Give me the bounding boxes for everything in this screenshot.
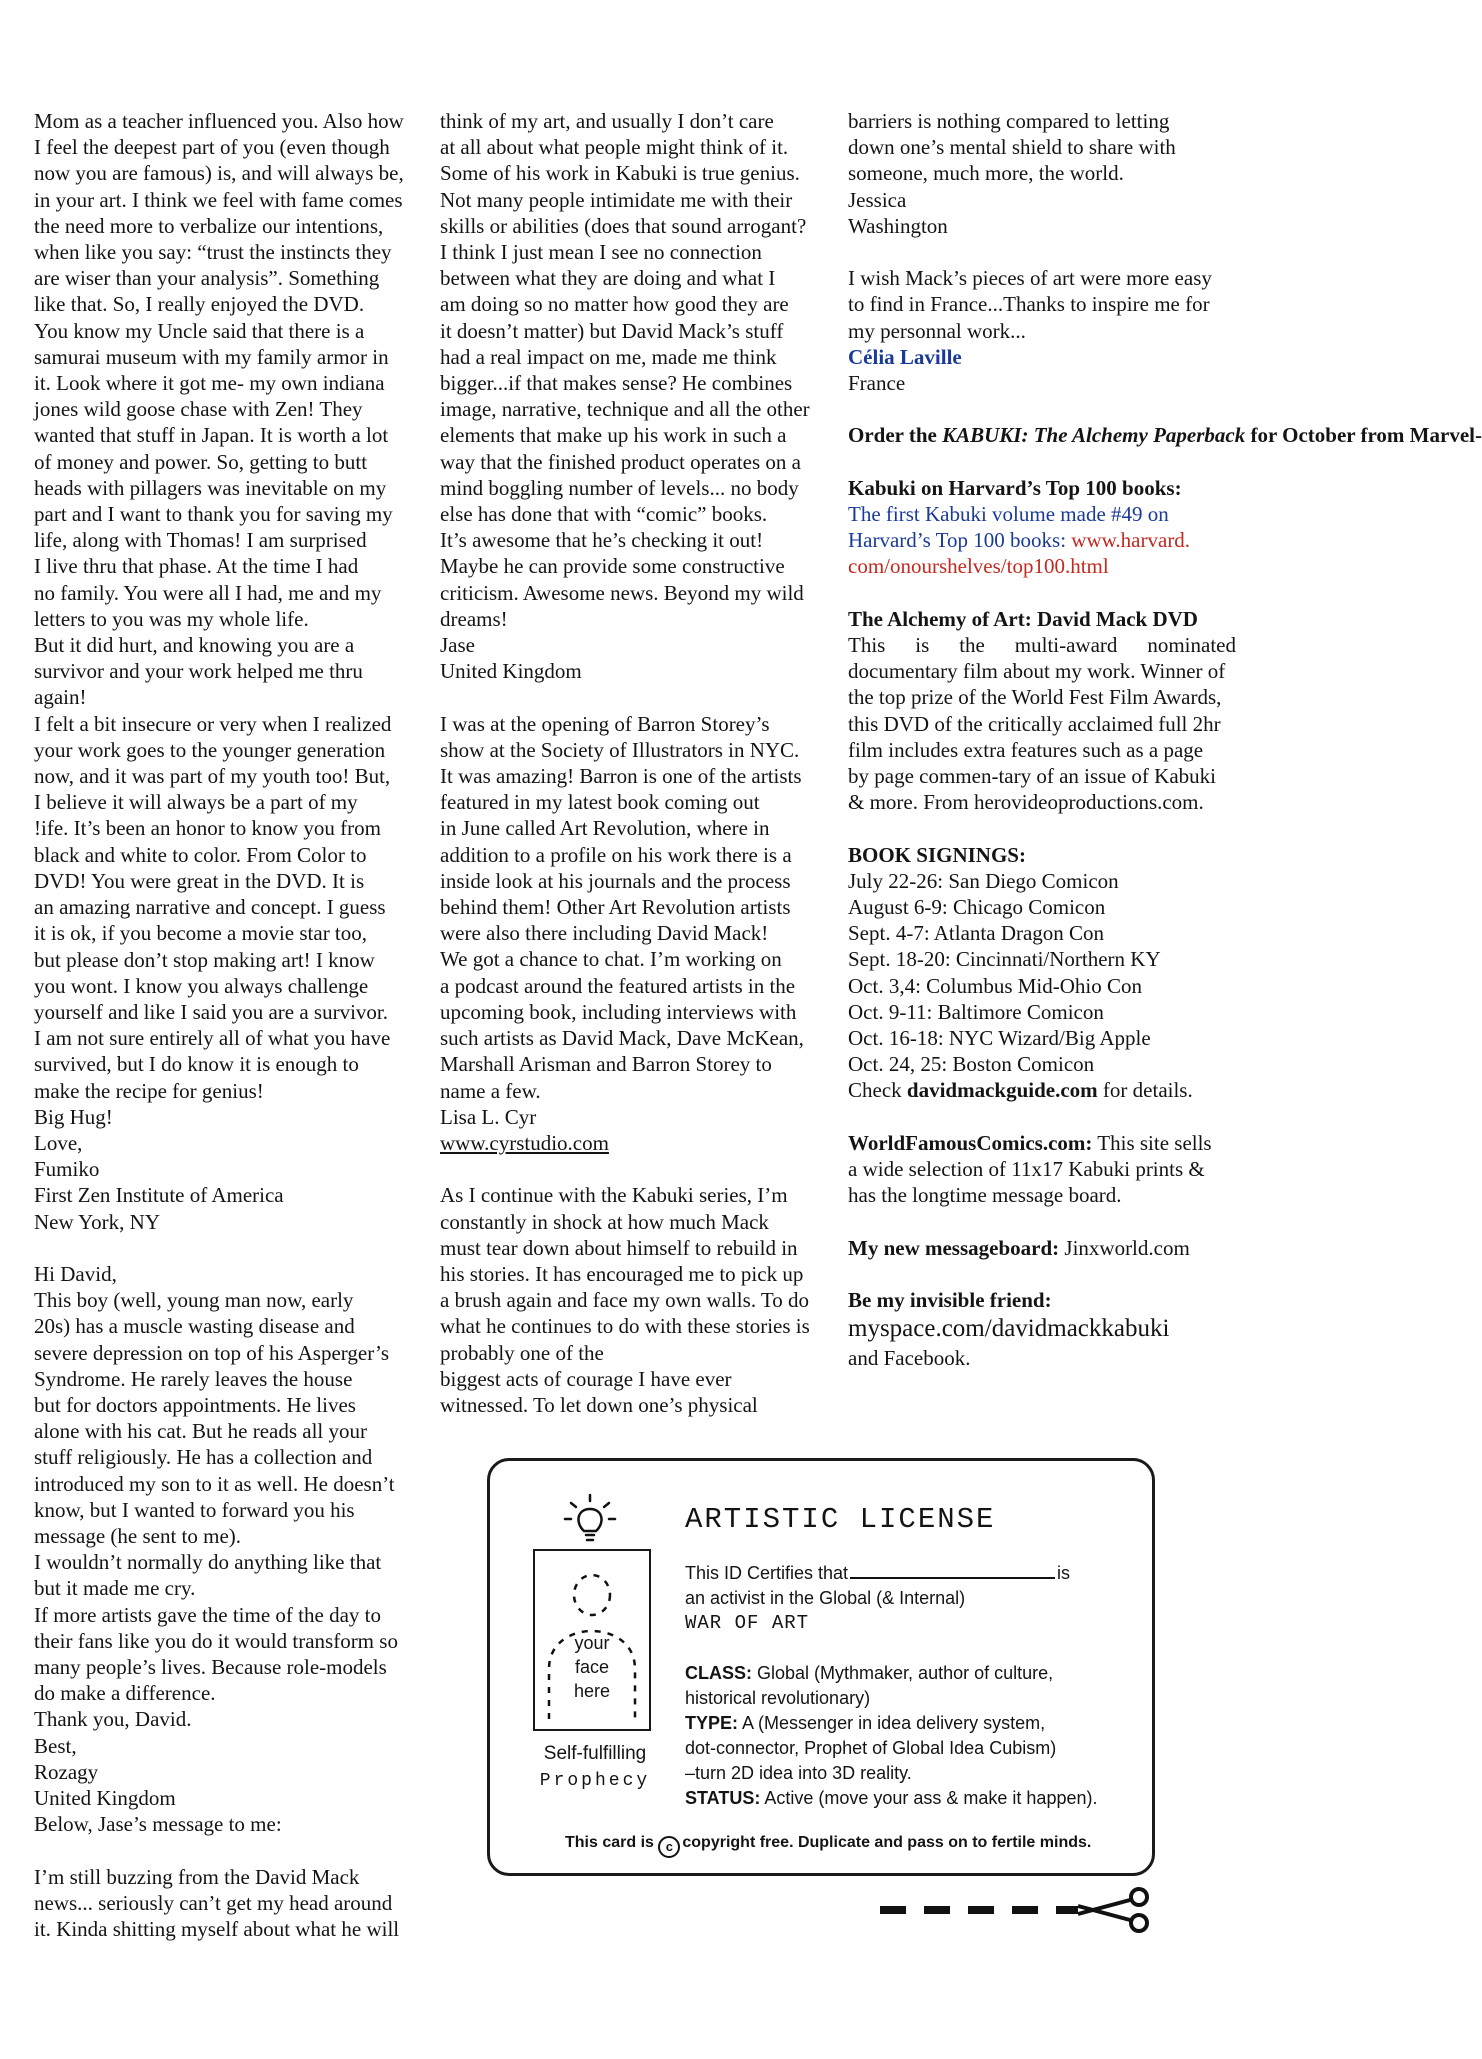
text-line: down one’s mental shield to share with: [848, 135, 1176, 160]
text-line: do make a difference.: [34, 1681, 216, 1706]
text-line: now you are famous) is, and will always be,: [34, 161, 404, 186]
paragraph-gap: [848, 239, 1243, 265]
license-body: This ID Certifies that is an activist in the Global (& Internal) WAR OF ART CLASS: Global (Mythmaker, author of culture, historical revolutionary) TYPE: A (Messenger in idea delivery system, dot-connector, Prophet of Global Idea Cubism) –turn 2D idea into 3D reality. STATUS: Active (move your ass & make it happen).: [685, 1561, 1150, 1811]
dvd-heading: The Alchemy of Art: David Mack DVD: [848, 606, 1198, 631]
text-line: documentary film about my work. Winner of: [848, 659, 1226, 684]
text-line: Best,: [34, 1733, 77, 1758]
caption-prophecy: Prophecy: [539, 1771, 651, 1791]
signings-list: [848, 868, 1243, 1078]
myspace-link[interactable]: myspace.com/davidmackkabuki: [848, 1315, 1170, 1343]
text-line: many people’s lives. Because role-models: [34, 1654, 387, 1679]
signing-item: July 22-26: San Diego Comicon: [848, 868, 1119, 893]
text-line: a podcast around the featured artists in the: [440, 973, 796, 998]
text-line: I think I just mean I see no connection: [440, 240, 762, 265]
text-line: inside look at his journals and the process: [440, 868, 791, 893]
text-line: United Kingdom: [440, 659, 582, 684]
text-line: severe depression on top of his Asperger’s: [34, 1340, 389, 1365]
text-line: dreams!: [440, 606, 508, 631]
copyright-icon: c: [658, 1836, 680, 1858]
status-line: STATUS: Active (move your ass & make it happen).: [685, 1788, 1098, 1808]
text-line: it is ok, if you become a movie star too,: [34, 921, 368, 946]
text-line: bigger...if that makes sense? He combines: [440, 371, 793, 396]
text-line: I wish Mack’s pieces of art were more easy: [848, 266, 1212, 291]
text-line: Syndrome. He rarely leaves the house: [34, 1366, 353, 1391]
text-line: no family. You were all I had, me and my: [34, 580, 382, 605]
text-line: when like you say: “trust the instincts they: [34, 240, 392, 265]
text-line: probably one of the: [440, 1340, 604, 1365]
text-line: It’s awesome that he’s checking it out!: [440, 528, 764, 553]
text-line: elements that make up his work in such a: [440, 423, 787, 448]
text-line: upcoming book, including interviews with: [440, 999, 797, 1024]
cyrstudio-link[interactable]: www.cyrstudio.com: [440, 1130, 609, 1155]
type-line-3: –turn 2D idea into 3D reality.: [685, 1763, 912, 1783]
jessica-letter: [848, 108, 1243, 344]
text-line: his stories. It has encouraged me to pick up: [440, 1261, 804, 1286]
harvard-heading: Kabuki on Harvard’s Top 100 books:: [848, 475, 1182, 500]
text-line: Maybe he can provide some constructive: [440, 554, 785, 579]
check-line: Check davidmackguide.com for details.: [848, 1078, 1193, 1103]
caption-self-fulfilling: Self-fulfilling: [543, 1743, 647, 1764]
paragraph-gap: [440, 684, 835, 710]
dvd-justified-line: This is the multi-award nominated: [848, 633, 1236, 657]
text-line: must tear down about himself to rebuild in: [440, 1235, 798, 1260]
text-line: their fans like you do it would transform so: [34, 1628, 398, 1653]
text-line: !ife. It’s been an honor to know you from: [34, 816, 382, 841]
text-line: but it made me cry.: [34, 1576, 196, 1601]
signing-item: Sept. 18-20: Cincinnati/Northern KY: [848, 947, 1161, 972]
license-title: ARTISTIC LICENSE: [685, 1503, 996, 1536]
text-line: letters to you was my whole life.: [34, 606, 309, 631]
text-line: criticism. Awesome news. Beyond my wild: [440, 580, 804, 605]
text-line: else has done that with “comic” books.: [440, 502, 768, 527]
text-line: the need more to verbalize our intentions,: [34, 213, 384, 238]
text-line: & more. From herovideoproductions.com.: [848, 790, 1204, 815]
order-notice: Order the KABUKI: The Alchemy Paperback for October from Marvel-: [848, 423, 1482, 448]
text-line: DVD! You were great in the DVD. It is: [34, 868, 365, 893]
column-right: [848, 108, 1482, 1371]
text-line: witnessed. To let down one’s physical: [440, 1392, 758, 1417]
wfc-line-3: has the longtime message board.: [848, 1183, 1122, 1208]
text-line: but for doctors appointments. He lives: [34, 1392, 356, 1417]
text-line: life, along with Thomas! I am surprised: [34, 528, 367, 553]
signing-item: Oct. 9-11: Baltimore Comicon: [848, 999, 1104, 1024]
text-line: you wont. I know you always challenge: [34, 973, 369, 998]
text-line: As I continue with the Kabuki series, I’m: [440, 1183, 788, 1208]
text-line: alone with his cat. But he reads all your: [34, 1419, 367, 1444]
text-line: I’m still buzzing from the David Mack: [34, 1864, 360, 1889]
text-line: I live thru that phase. At the time I had: [34, 554, 359, 579]
text-line: this DVD of the critically acclaimed full 2hr: [848, 711, 1221, 736]
text-line: again!: [34, 685, 87, 710]
text-line: way that the finished product operates on a: [440, 449, 801, 474]
text-line: now, and it was part of my youth too! But,: [34, 764, 391, 789]
paragraph-gap: [440, 1156, 835, 1182]
signing-item: Oct. 16-18: NYC Wizard/Big Apple: [848, 1026, 1151, 1051]
class-line: CLASS: Global (Mythmaker, author of culture,: [685, 1663, 1054, 1683]
text-line: what he continues to do with these stories is: [440, 1314, 810, 1339]
type-line: TYPE: A (Messenger in idea delivery system,: [685, 1713, 1046, 1733]
text-line: Jase: [440, 633, 475, 658]
signer-name: Célia Laville: [848, 344, 962, 369]
harvard-link-2[interactable]: com/onourshelves/top100.html: [848, 554, 1109, 579]
text-line: Marshall Arisman and Barron Storey to: [440, 1052, 772, 1077]
text-line: addition to a profile on his work there is a: [440, 842, 792, 867]
column-middle: [440, 108, 835, 1418]
dvd-description: [848, 658, 1243, 815]
text-line: make the recipe for genius!: [34, 1078, 264, 1103]
photo-placeholder-text: your face here: [573, 1633, 611, 1701]
text-line: know, but I wanted to forward you his: [34, 1497, 355, 1522]
text-line: by page commen-tary of an issue of Kabuki: [848, 764, 1216, 789]
text-line: someone, much more, the world.: [848, 161, 1124, 186]
wfc-line-1: WorldFamousComics.com: This site sells: [848, 1130, 1212, 1155]
text-line: I believe it will always be a part of my: [34, 790, 358, 815]
scissors-cut-line-icon: [880, 1888, 1180, 1932]
text-line: such artists as David Mack, Dave McKean,: [440, 1026, 804, 1051]
text-line: mind boggling number of levels... no body: [440, 475, 799, 500]
license-footer: This card is c copyright free. Duplicate and pass on to fertile minds.: [565, 1834, 1091, 1858]
text-line: am doing so no matter how good they are: [440, 292, 789, 317]
text-line: barriers is nothing compared to letting: [848, 109, 1170, 133]
text-line: This boy (well, young man now, early: [34, 1288, 354, 1313]
text-line: Big Hug!: [34, 1104, 113, 1129]
signer-place: France: [848, 371, 906, 396]
text-line: my personnal work...: [848, 318, 1026, 343]
text-line: If more artists gave the time of the day to: [34, 1602, 381, 1627]
text-line: featured in my latest book coming out: [440, 790, 760, 815]
artistic-license-card: [487, 1458, 1155, 1876]
text-line: Washington: [848, 213, 948, 238]
text-line: show at the Society of Illustrators in NYC.: [440, 737, 800, 762]
text-line: I am not sure entirely all of what you have: [34, 1026, 391, 1051]
text-line: it doesn’t matter) but David Mack’s stuff: [440, 318, 784, 343]
text-line: your work goes to the younger generation: [34, 737, 386, 762]
text-line: to find in France...Thanks to inspire me for: [848, 292, 1210, 317]
signing-item: Oct. 3,4: Columbus Mid-Ohio Con: [848, 973, 1143, 998]
text-line: but please don’t stop making art! I know: [34, 947, 375, 972]
text-line: the top prize of the World Fest Film Awards,: [848, 685, 1222, 710]
text-line: We got a chance to chat. I’m working on: [440, 947, 782, 972]
text-line: it. Kinda shitting myself about what he will: [34, 1916, 400, 1941]
text-line: at all about what people might think of it.: [440, 135, 789, 160]
text-line: jones wild goose chase with Zen! They: [34, 397, 363, 422]
signing-item: August 6-9: Chicago Comicon: [848, 895, 1106, 920]
text-line: Not many people intimidate me with their: [440, 187, 793, 212]
text-line: behind them! Other Art Revolution artists: [440, 895, 791, 920]
signing-item: Oct. 24, 25: Boston Comicon: [848, 1052, 1095, 1077]
text-line: I was at the opening of Barron Storey’s: [440, 711, 770, 736]
text-line: survived, but I do know it is enough to: [34, 1052, 359, 1077]
text-line: were also there including David Mack!: [440, 921, 769, 946]
text-line: a brush again and face my own walls. To do: [440, 1288, 810, 1313]
text-line: introduced my son to it as well. He doesn’t: [34, 1471, 395, 1496]
text-line: It was amazing! Barron is one of the artists: [440, 764, 802, 789]
text-line: United Kingdom: [34, 1785, 176, 1810]
text-line: like that. So, I really enjoyed the DVD.: [34, 292, 365, 317]
column-left: [34, 108, 429, 1942]
text-line: in your art. I think we feel with fame comes: [34, 187, 403, 212]
text-line: Thank you, David.: [34, 1707, 192, 1732]
text-line: survivor and your work helped me thru: [34, 659, 363, 684]
order-title: KABUKI: The Alchemy Paperback: [942, 423, 1246, 448]
class-line-2: historical revolutionary): [685, 1688, 871, 1708]
text-line: of money and power. So, getting to butt: [34, 449, 368, 474]
friend-heading: Be my invisible friend:: [848, 1288, 1052, 1313]
text-line: film includes extra features such as a page: [848, 737, 1204, 762]
text-line: Below, Jase’s message to me:: [34, 1812, 282, 1837]
text-line: Lisa L. Cyr: [440, 1104, 537, 1129]
text-line: First Zen Institute of America: [34, 1183, 284, 1208]
text-line: it. Look where it got me- my own indiana: [34, 371, 385, 396]
text-line: stuff religiously. He has a collection and: [34, 1445, 373, 1470]
text-line: name a few.: [440, 1078, 541, 1103]
harvard-link-1[interactable]: www.harvard.: [1071, 528, 1191, 553]
text-line: heads with pillagers was inevitable on my: [34, 475, 387, 500]
text-line: skills or abilities (does that sound arrogant?: [440, 213, 807, 238]
text-line: Some of his work in Kabuki is true genius.: [440, 161, 800, 186]
text-line: Mom as a teacher influenced you. Also how: [34, 109, 404, 133]
text-line: New York, NY: [34, 1209, 161, 1234]
text-line: had a real impact on me, made me think: [440, 344, 777, 369]
text-line: constantly in shock at how much Mack: [440, 1209, 769, 1234]
text-line: black and white to color. From Color to: [34, 842, 367, 867]
text-line: Rozagy: [34, 1759, 99, 1784]
text-line: think of my art, and usually I don’t care: [440, 109, 774, 133]
text-line: in June called Art Revolution, where in: [440, 816, 770, 841]
friend-suffix: and Facebook.: [848, 1346, 971, 1371]
messageboard-line: My new messageboard: Jinxworld.com: [848, 1235, 1190, 1260]
text-line: between what they are doing and what I: [440, 266, 776, 291]
harvard-text-1: The first Kabuki volume made #49 on: [848, 502, 1169, 526]
type-line-2: dot-connector, Prophet of Global Idea Cubism): [685, 1738, 1057, 1758]
text-line: You know my Uncle said that there is a: [34, 318, 365, 343]
text-line: message (he sent to me).: [34, 1523, 242, 1548]
lightbulb-icon: [557, 1489, 627, 1549]
text-line: yourself and like I said you are a survivor.: [34, 999, 388, 1024]
paragraph-gap: [34, 1837, 429, 1863]
text-line: I wouldn’t normally do anything like that: [34, 1550, 382, 1575]
text-line: I felt a bit insecure or very when I realized: [34, 711, 392, 736]
text-line: Hi David,: [34, 1261, 117, 1286]
text-line: biggest acts of courage I have ever: [440, 1366, 732, 1391]
harvard-text-2: Harvard’s Top 100 books:: [848, 528, 1072, 553]
text-line: Jessica: [848, 187, 907, 212]
text-line: Love,: [34, 1130, 83, 1155]
text-line: are wiser than your analysis”. Something: [34, 266, 380, 291]
text-line: an amazing narrative and concept. I guess: [34, 895, 386, 920]
text-line: wanted that stuff in Japan. It is worth a lot: [34, 423, 389, 448]
text-line: samurai museum with my family armor in: [34, 344, 389, 369]
signings-heading: BOOK SIGNINGS:: [848, 842, 1026, 867]
text-line: I feel the deepest part of you (even though: [34, 135, 390, 160]
text-line: news... seriously can’t get my head around: [34, 1890, 393, 1915]
license-line-2: an activist in the Global (& Internal): [685, 1588, 966, 1608]
wfc-line-2: a wide selection of 11x17 Kabuki prints &: [848, 1157, 1205, 1182]
check-site[interactable]: davidmackguide.com: [906, 1078, 1098, 1103]
text-line: Fumiko: [34, 1157, 100, 1182]
license-line-3: WAR OF ART: [685, 1612, 810, 1634]
signing-item: Sept. 4-7: Atlanta Dragon Con: [848, 921, 1105, 946]
text-line: image, narrative, technique and all the other: [440, 397, 810, 422]
paragraph-gap: [34, 1235, 429, 1261]
text-line: 20s) has a muscle wasting disease and: [34, 1314, 355, 1339]
text-line: But it did hurt, and knowing you are a: [34, 633, 355, 658]
name-blank[interactable]: [850, 1577, 1055, 1579]
text-line: part and I want to thank you for saving my: [34, 502, 393, 527]
